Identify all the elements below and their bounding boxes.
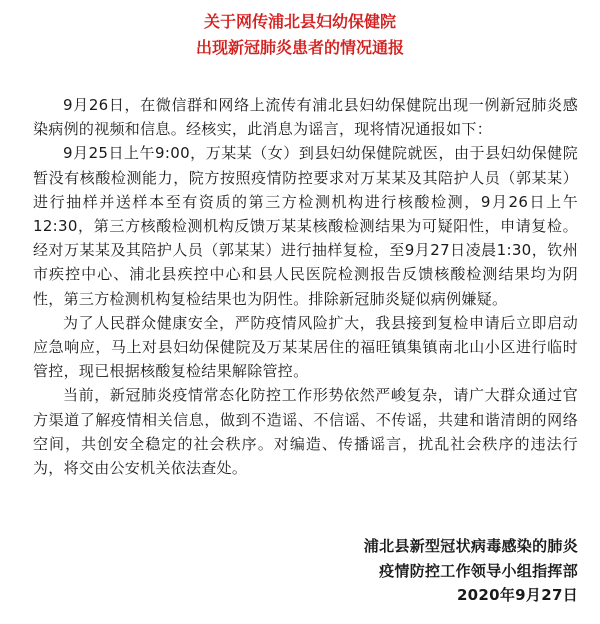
- title-line-2: 出现新冠肺炎患者的情况通报: [195, 38, 404, 57]
- signature-org-line-2: 疫情防控工作领导小组指挥部: [379, 561, 578, 580]
- paragraph-appeal: 当前，新冠肺炎疫情常态化防控工作形势依然严峻复杂，请广大群众通过官方渠道了解疫情相关信息，做到不造谣、不信谣、不传谣，共建和谐清朗的网络空间，共创安全稳定的社会秩序。对编造、传播谣言，扰乱社会秩序的违法行为，将交由公安机关依法查处。: [33, 386, 578, 478]
- signature-org-line-1: 浦北县新型冠状病毒感染的肺炎: [363, 537, 578, 555]
- paragraph-response: 为了人民群众健康安全，严防疫情风险扩大，我县接到复检申请后立即启动应急响应，马上对县妇幼保健院及万某某居住的福旺镇集镇南北山小区进行临时管控，现已根据核酸复检结果解除管控。: [33, 313, 578, 381]
- notice-body: [33, 93, 578, 480]
- paragraph-case-details: 9月25日上午9:00，万某某（女）到县妇幼保健院就医，由于县妇幼保健院暂没有核酸检测能力，院方按照疫情防控要求对万某某及其陪护人员（郭某某）进行抽样并送样本至有资质的第三方检测机构进行核酸检测，9月26日上午12:30，第三方核酸检测机构反馈万某某核酸检测结果为可疑阳性，申请复检。经对万某某及其陪护人员（郭某某）进行抽样复检，至9月27日凌晨1:30，钦州市疾控中心、浦北县疾控中心和县人民医院检测报告反馈核酸检测结果均为阴性，第三方检测机构复检结果也为阴性。排除新冠肺炎疑似病例嫌疑。: [33, 144, 578, 308]
- title-line-1: 关于网传浦北县妇幼保健院: [203, 12, 396, 31]
- signature-date: 2020年9月27日: [456, 586, 578, 604]
- paragraph-summary: 9月26日，在微信群和网络上流传有浦北县妇幼保健院出现一例新冠肺炎感染病例的视频和信息。经核实，此消息为谣言，现将情况通报如下：: [33, 96, 578, 139]
- signature-block: [364, 534, 578, 608]
